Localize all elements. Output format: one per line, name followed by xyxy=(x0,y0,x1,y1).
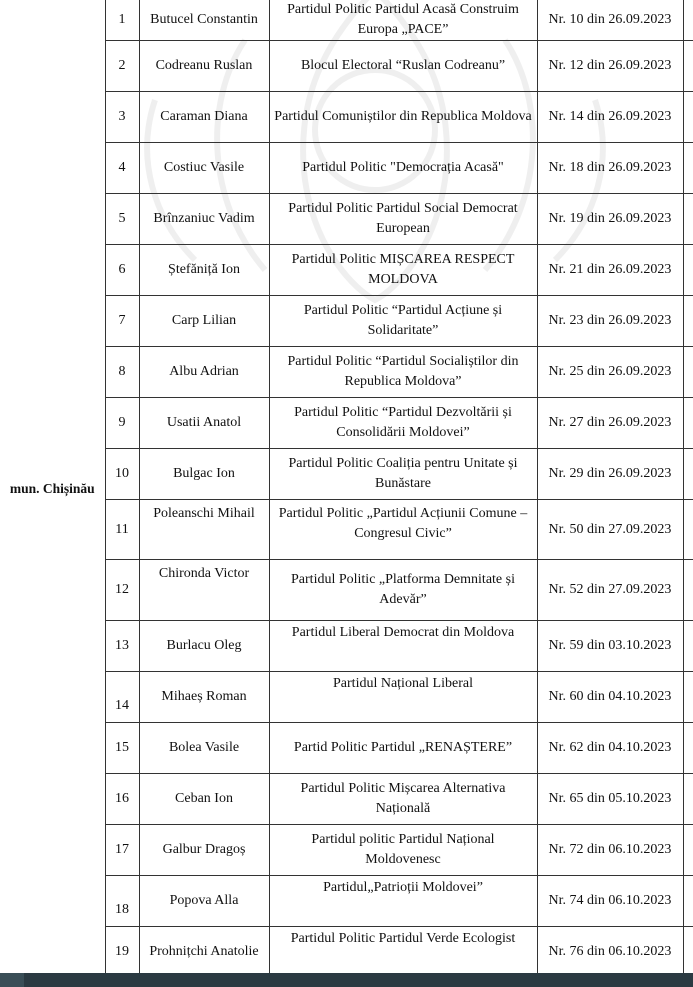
candidate-name-cell: Popova Alla xyxy=(139,876,269,927)
candidate-name-cell: Brînzaniuc Vadim xyxy=(139,194,269,245)
decision-cell: Nr. 21 din 26.09.2023 xyxy=(537,245,683,296)
truncated-column-cell xyxy=(683,560,693,621)
decision-cell: Nr. 60 din 04.10.2023 xyxy=(537,672,683,723)
truncated-column-cell xyxy=(683,621,693,672)
decision-cell: Nr. 18 din 26.09.2023 xyxy=(537,143,683,194)
candidate-name-cell: Caraman Diana xyxy=(139,92,269,143)
truncated-column-cell xyxy=(683,825,693,876)
table-row xyxy=(0,0,693,41)
row-number-cell: 4 xyxy=(105,143,139,194)
party-cell: Partidul Politic "Democrația Acasă" xyxy=(269,143,537,194)
decision-cell: Nr. 50 din 27.09.2023 xyxy=(537,500,683,560)
decision-cell: Nr. 27 din 26.09.2023 xyxy=(537,398,683,449)
truncated-column-cell xyxy=(683,672,693,723)
party-cell: Partidul politic Partidul Național Moldovenesc xyxy=(269,825,537,876)
taskbar-strip xyxy=(0,973,693,987)
party-cell: Partidul Politic “Partidul Dezvoltării și Consolidării Moldovei” xyxy=(269,398,537,449)
decision-cell: Nr. 29 din 26.09.2023 xyxy=(537,449,683,500)
decision-cell: Nr. 62 din 04.10.2023 xyxy=(537,723,683,774)
candidate-name-cell: Codreanu Ruslan xyxy=(139,41,269,92)
candidate-name-cell: Usatii Anatol xyxy=(139,398,269,449)
truncated-column-cell xyxy=(683,723,693,774)
row-number-cell: 2 xyxy=(105,41,139,92)
party-cell: Partidul Național Liberal xyxy=(269,672,537,723)
row-number-cell: 5 xyxy=(105,194,139,245)
candidate-name-cell: Poleanschi Mihail xyxy=(139,500,269,560)
truncated-column-cell xyxy=(683,927,693,978)
truncated-column-cell xyxy=(683,500,693,560)
decision-cell: Nr. 10 din 26.09.2023 xyxy=(537,0,683,41)
candidate-name-cell: Costiuc Vasile xyxy=(139,143,269,194)
row-number-cell: 8 xyxy=(105,347,139,398)
truncated-column-cell xyxy=(683,0,693,41)
decision-cell: Nr. 14 din 26.09.2023 xyxy=(537,92,683,143)
row-number-cell: 9 xyxy=(105,398,139,449)
row-number-cell: 3 xyxy=(105,92,139,143)
candidate-name-cell: Carp Lilian xyxy=(139,296,269,347)
row-number-cell: 7 xyxy=(105,296,139,347)
row-number-cell: 12 xyxy=(105,560,139,621)
party-cell: Partidul Politic Mișcarea Alternativa Națională xyxy=(269,774,537,825)
truncated-column-cell xyxy=(683,449,693,500)
taskbar-accent xyxy=(0,973,24,987)
decision-cell: Nr. 72 din 06.10.2023 xyxy=(537,825,683,876)
truncated-column-cell xyxy=(683,876,693,927)
party-cell: Partidul Politic Coaliția pentru Unitate și Bunăstare xyxy=(269,449,537,500)
party-cell: Partidul Politic „Partidul Acțiunii Comune – Congresul Civic” xyxy=(269,500,537,560)
party-cell: Partidul„Patrioții Moldovei” xyxy=(269,876,537,927)
candidate-name-cell: Chironda Victor xyxy=(139,560,269,621)
candidate-name-cell: Butucel Constantin xyxy=(139,0,269,41)
candidate-name-cell: Galbur Dragoș xyxy=(139,825,269,876)
row-number-cell: 18 xyxy=(105,876,139,927)
party-cell: Partidul Liberal Democrat din Moldova xyxy=(269,621,537,672)
party-cell: Partidul Politic “Partidul Socialiștilor din Republica Moldova” xyxy=(269,347,537,398)
party-cell: Blocul Electoral “Ruslan Codreanu” xyxy=(269,41,537,92)
decision-cell: Nr. 12 din 26.09.2023 xyxy=(537,41,683,92)
candidate-name-cell: Burlacu Oleg xyxy=(139,621,269,672)
party-cell: Partidul Politic “Partidul Acțiune și Solidaritate” xyxy=(269,296,537,347)
truncated-column-cell xyxy=(683,398,693,449)
candidate-name-cell: Ștefăniță Ion xyxy=(139,245,269,296)
truncated-column-cell xyxy=(683,245,693,296)
candidate-name-cell: Bulgac Ion xyxy=(139,449,269,500)
district-cell: mun. Chișinău xyxy=(0,0,105,978)
party-cell: Partidul Politic Partidul Social Democrat European xyxy=(269,194,537,245)
row-number-cell: 1 xyxy=(105,0,139,41)
row-number-cell: 11 xyxy=(105,500,139,560)
row-number-cell: 15 xyxy=(105,723,139,774)
truncated-column-cell xyxy=(683,143,693,194)
decision-cell: Nr. 52 din 27.09.2023 xyxy=(537,560,683,621)
truncated-column-cell xyxy=(683,194,693,245)
row-number-cell: 10 xyxy=(105,449,139,500)
decision-cell: Nr. 19 din 26.09.2023 xyxy=(537,194,683,245)
candidate-name-cell: Prohnițchi Anatolie xyxy=(139,927,269,978)
party-cell: Partidul Politic „Platforma Demnitate și Adevăr” xyxy=(269,560,537,621)
party-cell: Partidul Politic Partidul Verde Ecologist xyxy=(269,927,537,978)
truncated-column-cell xyxy=(683,41,693,92)
decision-cell: Nr. 25 din 26.09.2023 xyxy=(537,347,683,398)
party-cell: Partidul Comuniștilor din Republica Moldova xyxy=(269,92,537,143)
truncated-column-cell xyxy=(683,347,693,398)
decision-cell: Nr. 65 din 05.10.2023 xyxy=(537,774,683,825)
truncated-column-cell xyxy=(683,296,693,347)
row-number-cell: 13 xyxy=(105,621,139,672)
decision-cell: Nr. 74 din 06.10.2023 xyxy=(537,876,683,927)
party-cell: Partidul Politic MIȘCAREA RESPECT MOLDOVA xyxy=(269,245,537,296)
truncated-column-cell xyxy=(683,92,693,143)
decision-cell: Nr. 59 din 03.10.2023 xyxy=(537,621,683,672)
row-number-cell: 6 xyxy=(105,245,139,296)
decision-cell: Nr. 23 din 26.09.2023 xyxy=(537,296,683,347)
row-number-cell: 19 xyxy=(105,927,139,978)
candidate-name-cell: Ceban Ion xyxy=(139,774,269,825)
candidate-name-cell: Albu Adrian xyxy=(139,347,269,398)
truncated-column-cell xyxy=(683,774,693,825)
row-number-cell: 16 xyxy=(105,774,139,825)
row-number-cell: 17 xyxy=(105,825,139,876)
row-number-cell: 14 xyxy=(105,672,139,723)
party-cell: Partid Politic Partidul „RENAȘTERE” xyxy=(269,723,537,774)
party-cell: Partidul Politic Partidul Acasă Construim Europa „PACE” xyxy=(269,0,537,41)
candidate-name-cell: Mihaeș Roman xyxy=(139,672,269,723)
candidate-name-cell: Bolea Vasile xyxy=(139,723,269,774)
decision-cell: Nr. 76 din 06.10.2023 xyxy=(537,927,683,978)
